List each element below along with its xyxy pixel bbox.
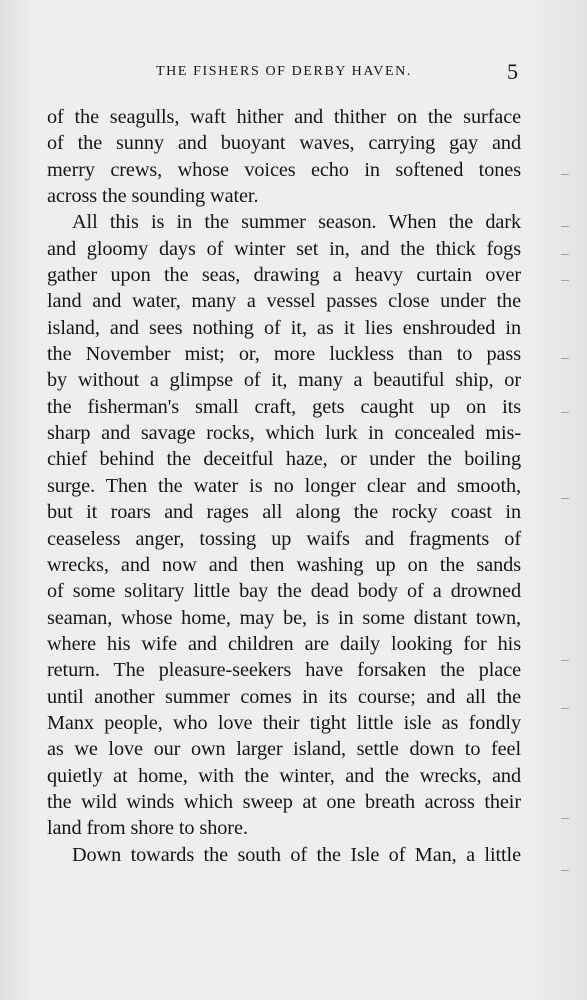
text-line: seaman, whose home, may be, is in some distant town, [47, 606, 521, 629]
page-number: 5 [507, 59, 518, 84]
margin-mark [561, 870, 569, 871]
text-line: Manx people, who love their tight little isle as fondly [47, 711, 521, 734]
body-text [47, 104, 521, 868]
margin-mark [561, 254, 569, 255]
text-line: of the sunny and buoyant waves, carrying gay and [47, 132, 521, 155]
text-line: wrecks, and now and then washing up on the sands [47, 553, 521, 576]
margin-mark [561, 280, 569, 281]
text-line: quietly at home, with the winter, and the wrecks, and [47, 764, 521, 787]
text-line: as we love our own larger island, settle down to feel [47, 738, 521, 761]
text-line: until another summer comes in its course; and all the [47, 685, 521, 708]
text-line: chief behind the deceitful haze, or under the boiling [47, 448, 521, 471]
text-line: by without a glimpse of it, many a beautiful ship, or [47, 369, 521, 392]
text-line: surge. Then the water is no longer clear and smooth, [47, 474, 521, 497]
text-line: across the sounding water. [47, 185, 259, 208]
margin-mark [561, 358, 569, 359]
margin-mark [561, 174, 569, 175]
margin-mark [561, 660, 569, 661]
text-line: the fisherman's small craft, gets caught up on its [47, 395, 521, 418]
text-line: land and water, many a vessel passes close under the [47, 290, 521, 313]
text-line: Down towards the south of the Isle of Man, a little [72, 843, 521, 866]
margin-mark [561, 226, 569, 227]
margin-mark [561, 708, 569, 709]
text-line: the wild winds which sweep at one breath across their [47, 790, 521, 813]
margin-mark [561, 818, 569, 819]
text-line: but it roars and rages all along the rocky coast in [47, 501, 521, 524]
text-line: sharp and savage rocks, which lurk in concealed mis- [47, 422, 521, 445]
running-title: THE FISHERS OF DERBY HAVEN. [156, 64, 412, 79]
text-line: All this is in the summer season. When the dark [72, 211, 521, 234]
text-line: land from shore to shore. [47, 817, 248, 840]
text-line: ceaseless anger, tossing up waifs and fragments of [47, 527, 521, 550]
text-line: and gloomy days of winter set in, and the thick fogs [47, 237, 521, 260]
text-line: of some solitary little bay the dead body of a drowned [47, 580, 521, 603]
page-header [46, 59, 522, 86]
text-line: where his wife and children are daily looking for his [47, 632, 521, 655]
text-line: island, and sees nothing of it, as it lies enshrouded in [47, 316, 521, 339]
margin-mark [561, 412, 569, 413]
text-line: gather upon the seas, drawing a heavy curtain over [47, 264, 521, 287]
margin-bleed-marks [557, 118, 569, 898]
margin-mark [561, 498, 569, 499]
text-line: merry crews, whose voices echo in softened tones [47, 158, 521, 181]
text-line: of the seagulls, waft hither and thither on the surface [47, 106, 521, 128]
text-line: the November mist; or, more luckless than to pass [47, 343, 521, 366]
text-line: return. The pleasure-seekers have forsaken the place [47, 659, 521, 682]
